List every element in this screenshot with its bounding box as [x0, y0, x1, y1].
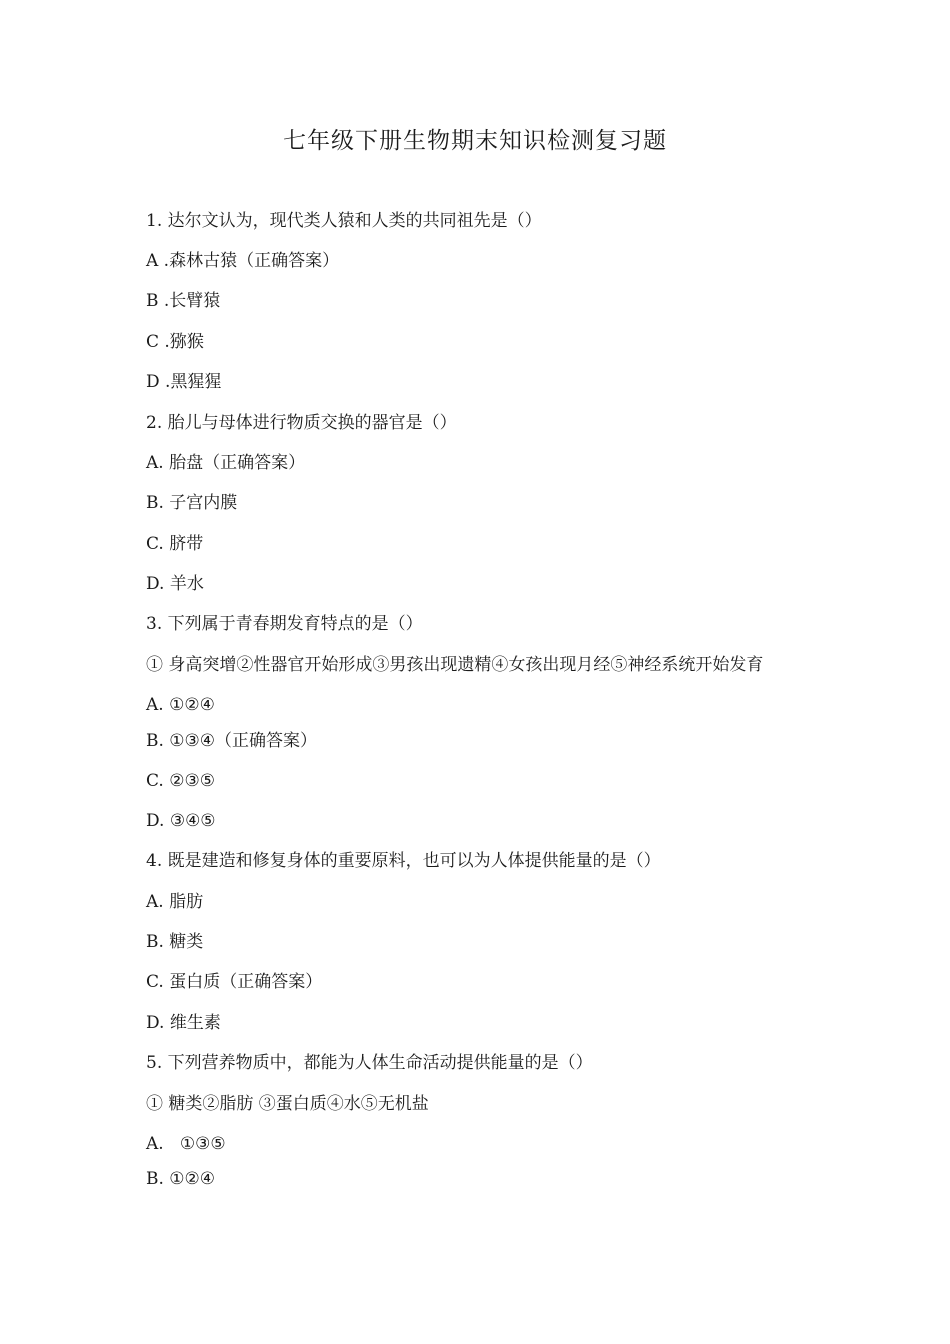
question-3-statements: ① 身高突增②性器官开始形成③男孩出现遗精④女孩出现月经⑤神经系统开始发育 — [146, 655, 764, 675]
question-1-option-c: C .猕猴 — [146, 332, 204, 352]
question-2-option-c: C. 脐带 — [146, 534, 204, 554]
question-2-stem: 2. 胎儿与母体进行物质交换的器官是（） — [146, 413, 457, 433]
question-2-option-d: D. 羊水 — [146, 574, 204, 594]
question-1-option-b: B .长臂猿 — [146, 291, 221, 311]
question-3-option-a: A. ①②④ — [146, 695, 215, 715]
question-2-option-b: B. 子宫内膜 — [146, 493, 238, 513]
question-3-stem: 3. 下列属于青春期发育特点的是（） — [146, 614, 423, 634]
question-2-option-a: A. 胎盘（正确答案） — [146, 453, 306, 473]
question-3-option-b: B. ①③④（正确答案） — [146, 731, 318, 751]
question-3-option-c: C. ②③⑤ — [146, 771, 215, 791]
question-4-option-a: A. 脂肪 — [146, 892, 204, 912]
document-title: 七年级下册生物期末知识检测复习题 — [283, 128, 667, 154]
question-4-option-d: D. 维生素 — [146, 1013, 221, 1033]
question-5-statements: ① 糖类②脂肪 ③蛋白质④水⑤无机盐 — [146, 1094, 429, 1114]
question-3-option-d: D. ③④⑤ — [146, 811, 216, 831]
question-4-stem: 4. 既是建造和修复身体的重要原料，也可以为人体提供能量的是（） — [146, 851, 661, 871]
question-5-option-a: A. ①③⑤ — [146, 1134, 226, 1154]
question-1-stem: 1. 达尔文认为，现代类人猿和人类的共同祖先是（） — [146, 211, 542, 231]
question-5-option-b: B. ①②④ — [146, 1169, 216, 1189]
question-1-option-d: D .黑猩猩 — [146, 372, 222, 392]
question-5-stem: 5. 下列营养物质中，都能为人体生命活动提供能量的是（） — [146, 1053, 593, 1073]
question-4-option-c: C. 蛋白质（正确答案） — [146, 972, 323, 992]
question-4-option-b: B. 糖类 — [146, 932, 204, 952]
question-1-option-a: A .森林古猿（正确答案） — [146, 251, 340, 271]
